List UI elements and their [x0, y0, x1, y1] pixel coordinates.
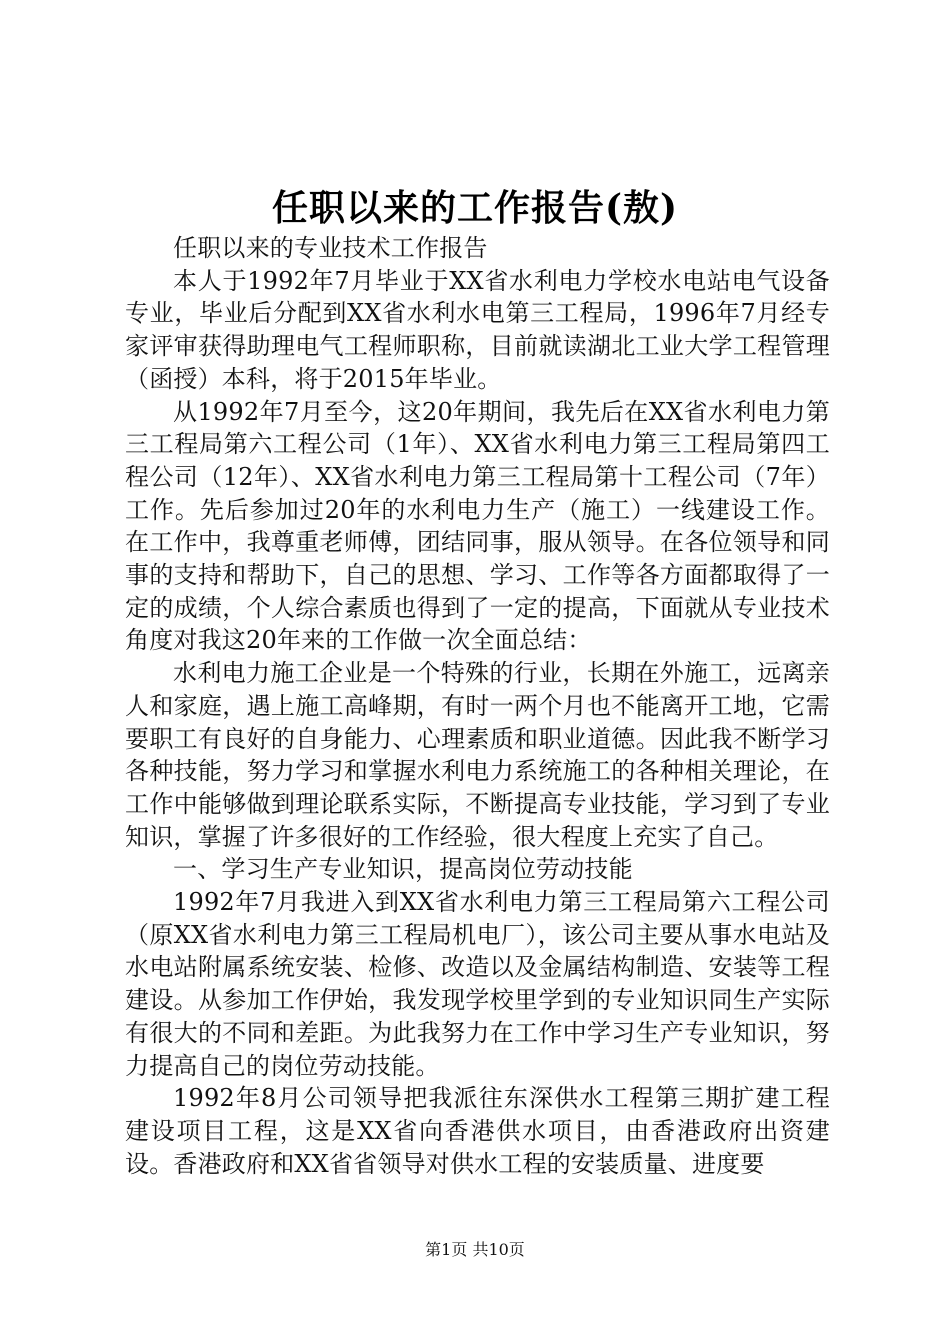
section-heading: 一、学习生产专业知识，提高岗位劳动技能: [173, 855, 633, 884]
paragraph: 1992年7月我进入到XX省水利电力第三工程局第六工程公司（原XX省水利电力第三工程局机电厂），该公司主要从事水电站及水电站附属系统安装、检修、改造以及金属结构制造、安装等工程建设。从参加工作伊始，我发现学校里学到的专业知识同生产实际有很大的不同和差距。为此我努力在工作中学习生产专业知识，努力提高自己的岗位劳动技能。: [125, 888, 830, 1080]
page-number-footer: 第1页 共10页: [425, 1240, 525, 1259]
paragraph: 水利电力施工企业是一个特殊的行业，长期在外施工，远离亲人和家庭，遇上施工高峰期，有时一两个月也不能离开工地，它需要职工有良好的自身能力、心理素质和职业道德。因此我不断学习各种技能，努力学习和掌握水利电力系统施工的各种相关理论，在工作中能够做到理论联系实际，不断提高专业技能，学习到了专业知识，掌握了许多很好的工作经验，很大程度上充实了自己。: [125, 659, 830, 851]
paragraph: 从1992年7月至今，这20年期间，我先后在XX省水利电力第三工程局第六工程公司（1年）、XX省水利电力第三工程局第四工程公司（12年）、XX省水利电力第三工程局第十工程公司（7年）工作。先后参加过20年的水利电力生产（施工）一线建设工作。在工作中，我尊重老师傅，团结同事，服从领导。在各位领导和同事的支持和帮助下，自己的思想、学习、工作等各方面都取得了一定的成绩，个人综合素质也得到了一定的提高，下面就从专业技术角度对我这20年来的工作做一次全面总结：: [125, 397, 830, 655]
document-title: 任职以来的工作报告(敖): [271, 187, 679, 229]
paragraph: 1992年8月公司领导把我派往东深供水工程第三期扩建工程建设项目工程，这是XX省向香港供水项目，由香港政府出资建设。香港政府和XX省省领导对供水工程的安装质量、进度要: [125, 1084, 830, 1178]
paragraph-subtitle: 任职以来的专业技术工作报告: [173, 234, 488, 262]
document-body: [125, 232, 830, 1180]
paragraph: 本人于1992年7月毕业于XX省水利电力学校水电站电气设备专业，毕业后分配到XX省水利水电第三工程局，1996年7月经专家评审获得助理电气工程师职称，目前就读湖北工业大学工程管理（函授）本科，将于2015年毕业。: [125, 266, 830, 393]
